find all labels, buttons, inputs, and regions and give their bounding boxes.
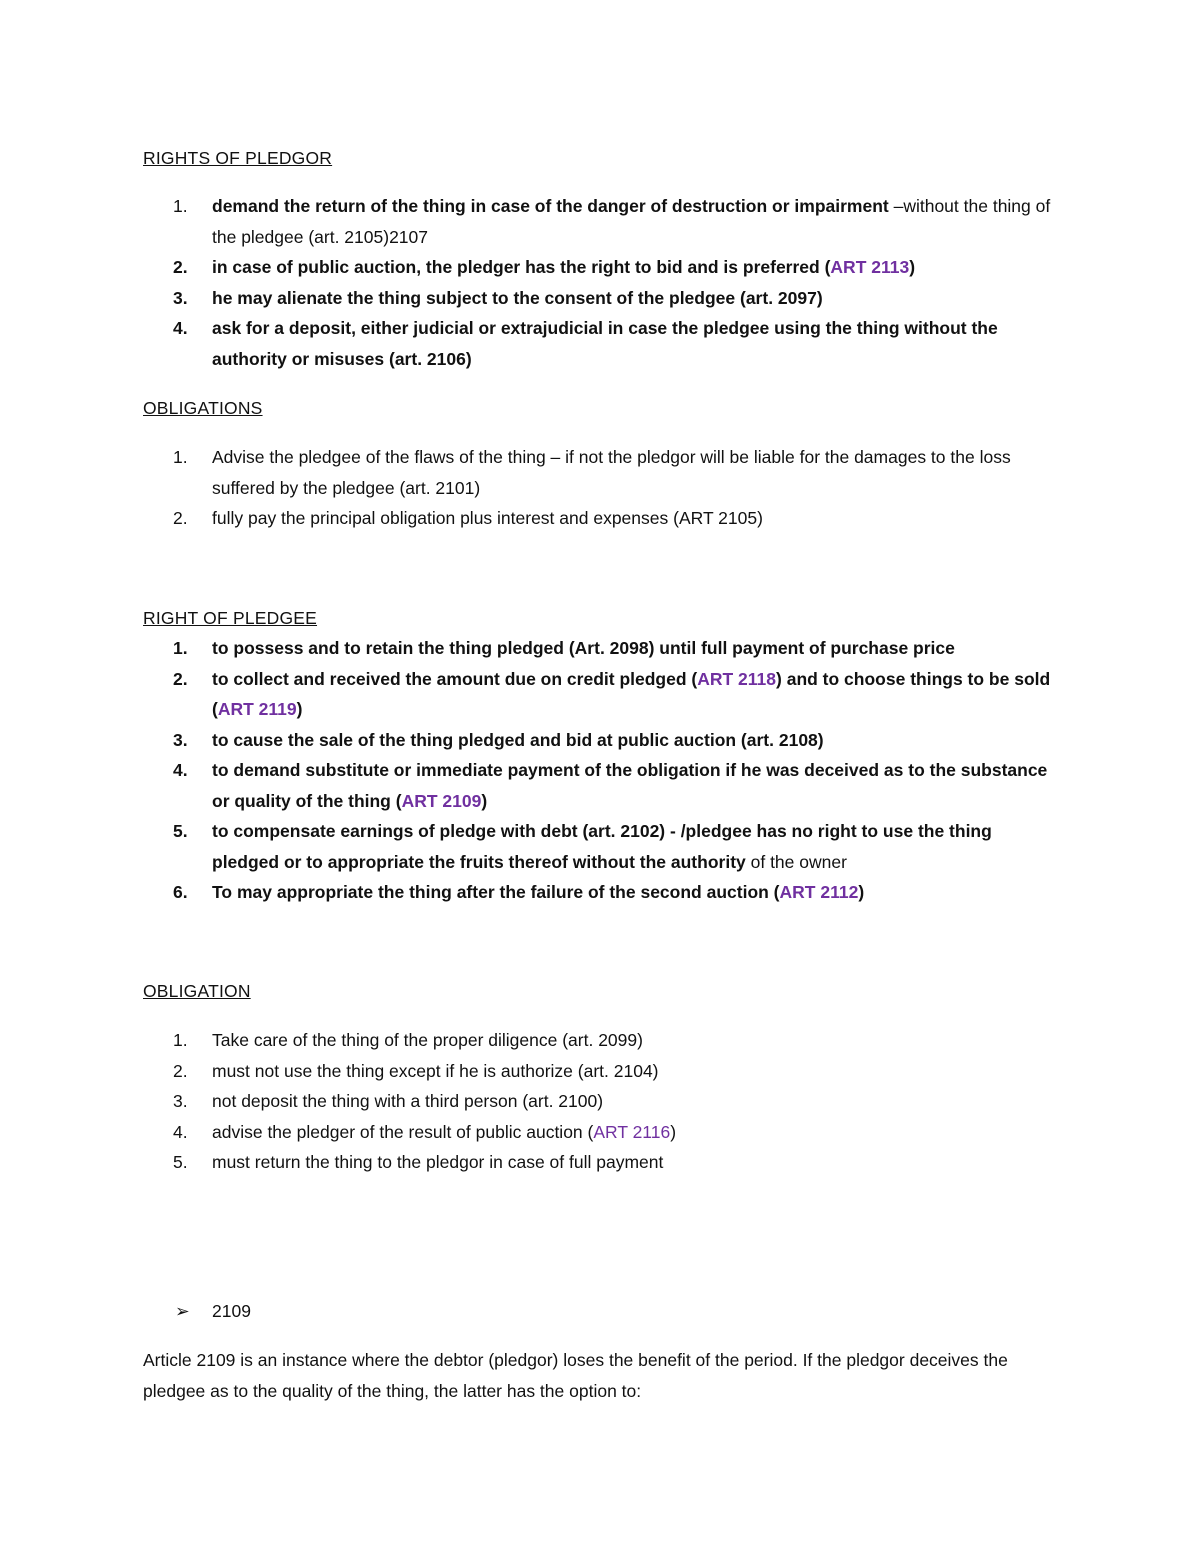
article-reference: ART 2109 xyxy=(401,790,482,811)
pledgee-obligations-list xyxy=(0,1025,1200,1178)
item-text-continued: –without the thing of the pledgee (art. 2105)2107 xyxy=(212,196,1051,247)
list-item xyxy=(0,877,1200,908)
item-number: 4. xyxy=(173,760,188,780)
item-number: 2. xyxy=(173,1060,188,1081)
item-text-end: ) xyxy=(858,882,865,902)
item-text-middle: ) and to choose things to be sold ( xyxy=(212,668,1051,719)
list-item xyxy=(0,1147,1200,1178)
item-number: 3. xyxy=(173,729,188,750)
list-item xyxy=(0,633,1200,664)
article-2109-paragraph: Article 2109 is an instance where the debtor (pledgor) loses the benefit of the period. If the pledgor deceives the pledgee as to the quality of the thing, the latter has the option to: xyxy=(143,1350,1008,1401)
bullet-text: 2109 xyxy=(212,1301,251,1321)
item-text-end: ) xyxy=(481,790,488,811)
item-number: 3. xyxy=(173,1091,188,1111)
list-item xyxy=(0,755,1200,816)
item-number: 5. xyxy=(173,821,188,841)
item-text: he may alienate the thing subject to the consent of the pledgee (art. 2097) xyxy=(212,287,823,308)
pledgor-rights-list xyxy=(0,191,1200,374)
item-number: 4. xyxy=(173,1121,188,1142)
list-item xyxy=(0,725,1200,756)
list-item xyxy=(0,1086,1200,1117)
item-text: must return the thing to the pledgor in case of full payment xyxy=(212,1152,664,1172)
item-text: to compensate earnings of pledge with debt (art. 2102) - /pledgee has no right to use the thing pledged or to appropriate the fruits thereof without the authority xyxy=(212,821,992,872)
item-text: to cause the sale of the thing pledged and bid at public auction (art. 2108) xyxy=(212,729,824,750)
pledgee-rights-list xyxy=(0,633,1200,908)
item-text: not deposit the thing with a third person (art. 2100) xyxy=(212,1091,604,1111)
list-item xyxy=(0,1117,1200,1148)
item-text: To may appropriate the thing after the failure of the second auction ( xyxy=(212,882,780,902)
item-number: 6. xyxy=(173,882,188,902)
article-reference: ART 2112 xyxy=(779,882,859,902)
article-reference: ART 2113 xyxy=(830,257,910,277)
item-text: fully pay the principal obligation plus interest and expenses (ART 2105) xyxy=(212,508,763,528)
section-heading-obligations: OBLIGATIONS xyxy=(143,398,263,418)
item-text: in case of public auction, the pledger has the right to bid and is preferred ( xyxy=(212,257,831,277)
list-item xyxy=(0,503,1200,534)
item-number: 3. xyxy=(173,287,188,308)
list-item xyxy=(0,664,1200,725)
item-text: ask for a deposit, either judicial or extrajudicial in case the pledgee using the thing without the authority or misuses (art. 2106) xyxy=(212,318,998,369)
item-text-end: ) xyxy=(909,257,916,277)
item-text-end: ) xyxy=(296,699,303,719)
item-number: 5. xyxy=(173,1152,188,1172)
item-number: 4. xyxy=(173,318,188,338)
section-heading-right-of-pledgee: RIGHT OF PLEDGEE xyxy=(143,608,318,628)
item-text: demand the return of the thing in case of the danger of destruction or impairment xyxy=(212,196,889,216)
item-text: to possess and to retain the thing pledged (Art. 2098) until full payment of purchase price xyxy=(212,638,955,658)
item-number: 1. xyxy=(173,196,188,216)
item-text-end: ) xyxy=(670,1121,677,1142)
list-item xyxy=(0,1056,1200,1087)
item-text: Take care of the thing of the proper diligence (art. 2099) xyxy=(212,1030,643,1050)
arrow-bullet-icon: ➢ xyxy=(175,1301,190,1321)
article-reference: ART 2116 xyxy=(593,1121,671,1142)
item-text-continued: of the owner xyxy=(745,851,847,872)
item-number: 2. xyxy=(173,257,188,277)
article-reference: ART 2119 xyxy=(217,699,297,719)
item-text: must not use the thing except if he is authorize (art. 2104) xyxy=(212,1060,659,1081)
list-item xyxy=(0,442,1200,503)
item-text: Advise the pledgee of the flaws of the thing – if not the pledgor will be liable for the damages to the loss suffered by the pledgee (art. 2101) xyxy=(212,447,1011,498)
list-item xyxy=(0,252,1200,283)
item-number: 1. xyxy=(173,1030,188,1050)
article-reference: ART 2118 xyxy=(697,668,777,689)
list-item xyxy=(0,816,1200,877)
item-number: 2. xyxy=(173,668,188,689)
item-text: to demand substitute or immediate payment of the obligation if he was deceived as to the substance or quality of the thing ( xyxy=(212,760,1048,811)
list-item xyxy=(0,191,1200,252)
section-heading-obligation: OBLIGATION xyxy=(143,981,251,1001)
pledgor-obligations-list xyxy=(0,442,1200,534)
item-number: 1. xyxy=(173,638,188,658)
list-item xyxy=(0,283,1200,314)
item-text: to collect and received the amount due on credit pledged ( xyxy=(212,668,698,689)
item-text: advise the pledger of the result of public auction ( xyxy=(212,1121,594,1142)
item-number: 1. xyxy=(173,447,188,467)
item-number: 2. xyxy=(173,508,188,528)
section-heading-rights-of-pledgor: RIGHTS OF PLEDGOR xyxy=(143,148,333,168)
list-item xyxy=(0,1025,1200,1056)
list-item xyxy=(0,313,1200,374)
